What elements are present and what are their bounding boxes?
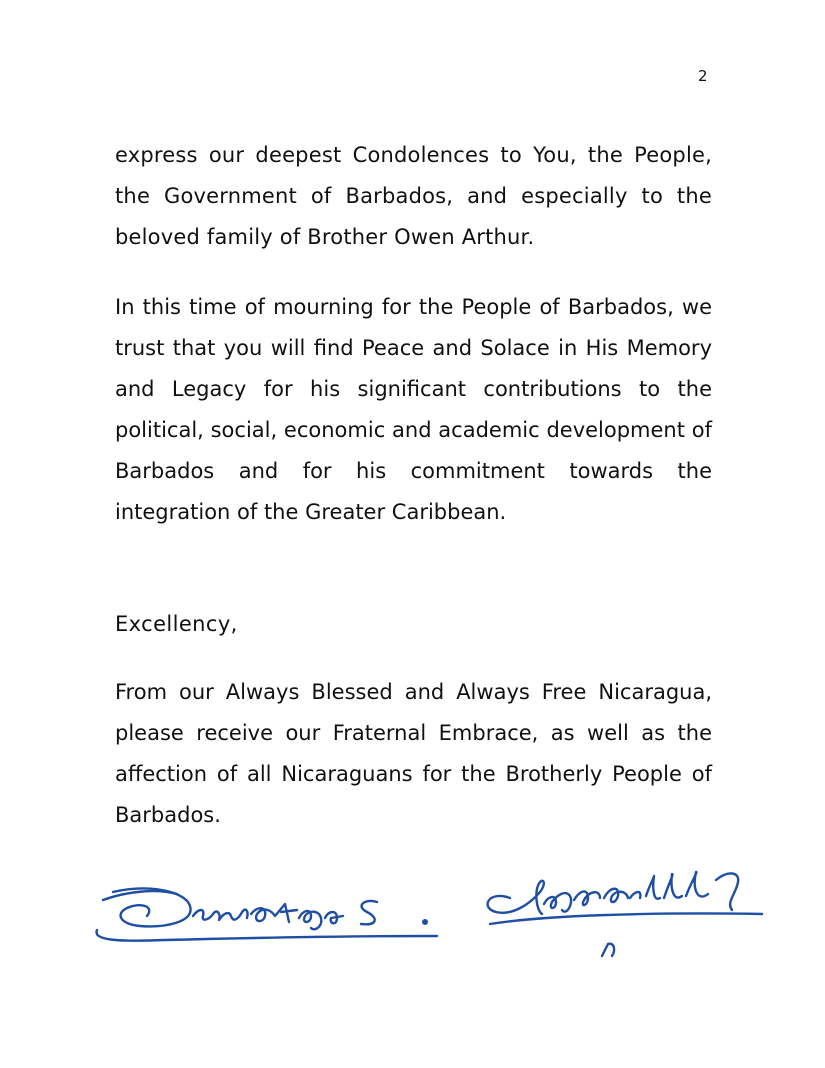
page-number: 2	[698, 67, 708, 85]
signature-right-icon	[470, 850, 770, 965]
letter-paragraph-mourning: In this time of mourning for the People of Barbados, we trust that you will find Peace and Solace in His Memory and Legacy for his significant contributions to the political, social, economic and academic development of Barbados and for his commitment towards the integration of the Greater Caribbean.	[115, 295, 712, 524]
signature-left	[85, 870, 455, 950]
letter-paragraph-closing: From our Always Blessed and Always Free Nicaragua, please receive our Fraternal Embrace, as well as the affection of all Nicaraguans for the Brotherly People of Barbados.	[115, 680, 712, 827]
signature-right	[470, 850, 770, 965]
letter-paragraph-condolences: express our deepest Condolences to You, the People, the Government of Barbados, and especially to the beloved family of Brother Owen Arthur.	[115, 143, 712, 249]
letter-salutation: Excellency,	[115, 612, 238, 636]
signature-left-icon	[85, 870, 455, 950]
